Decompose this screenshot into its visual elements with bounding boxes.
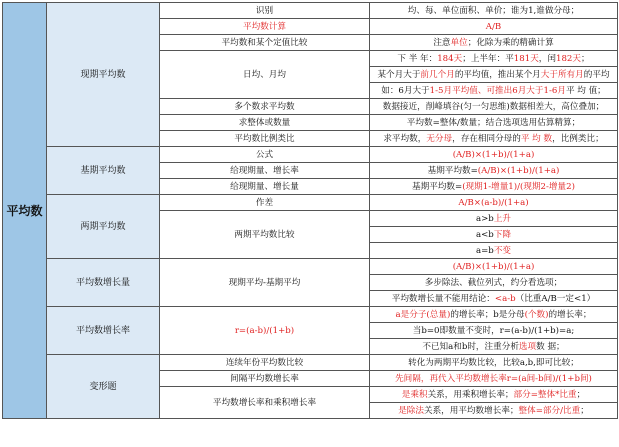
- r18-content: [370, 275, 618, 291]
- text-segment: 整体=部分/比重: [518, 405, 581, 416]
- text-segment: 单位: [450, 37, 468, 48]
- text-segment: （比重A/B一定<1）: [515, 293, 596, 304]
- text-segment: 某个月大于: [377, 69, 421, 80]
- summary-table: [2, 2, 618, 419]
- text-segment: (现期1-增量1)/(现期2-增量2): [462, 181, 575, 192]
- r1-content: [370, 3, 618, 19]
- text-segment: 前几个月: [420, 69, 455, 80]
- r8-label: 求整体或数量: [160, 115, 370, 131]
- r20-label: r=(a-b)/(1+b): [160, 307, 370, 355]
- r17-content: [370, 259, 618, 275]
- text-segment: 当b=0即数量不变时，r=(a-b)/(1+b)=a;: [412, 325, 575, 336]
- r7-label: 多个数求平均数: [160, 99, 370, 115]
- text-segment: 的平均: [583, 69, 610, 80]
- r26-content: [370, 403, 618, 419]
- r20-content: [370, 307, 618, 323]
- r21-content: [370, 323, 618, 339]
- r22-content: [370, 339, 618, 355]
- text-segment: 的增长率；b是分母: [450, 309, 525, 320]
- r19-content: [370, 291, 618, 307]
- r12-label: 给现期量、增长量: [160, 179, 370, 195]
- section-current: 现期平均数: [47, 3, 160, 147]
- text-segment: 关系，用乘积增长率；: [427, 389, 514, 400]
- text-segment: a=b: [475, 245, 494, 256]
- r5-content: [370, 67, 618, 83]
- text-segment: ；: [580, 405, 589, 416]
- text-segment: 184天: [437, 53, 463, 64]
- text-segment: ；化除为乘的精确计算: [467, 37, 554, 48]
- text-segment: a>b: [475, 213, 494, 224]
- text-segment: 平均数增长量不能用结论：: [391, 293, 495, 304]
- r8-content: [370, 115, 618, 131]
- r23-content: [370, 355, 618, 371]
- text-segment: (A/B)×(1+b)/(1+a): [477, 165, 560, 176]
- section-growth: 平均数增长量: [47, 259, 160, 307]
- text-segment: 均、每、单位面积、单价；谁为1,谁做分母；: [407, 5, 580, 16]
- r14-label: 两期平均数比较: [160, 211, 370, 259]
- text-segment: 1-5月平均值、可推出6月大于1-6月: [429, 85, 566, 96]
- text-segment: 的平均值，推出某个月: [454, 69, 541, 80]
- main-title-cell: 平均数: [3, 3, 47, 419]
- text-segment: 不已知a和b时，注重分析: [422, 341, 519, 352]
- text-segment: 181天: [513, 53, 539, 64]
- text-segment: 求平均数，: [383, 133, 427, 144]
- r13-content: [370, 195, 618, 211]
- r9-label: 平均数比例类比: [160, 131, 370, 147]
- r14-content: [370, 211, 618, 227]
- r1-label: 识别: [160, 3, 370, 19]
- text-segment: 先间隔，再代入平均数增长率r=(a间-b间)/(1+b间): [395, 373, 592, 384]
- text-segment: 基期平均数=: [412, 181, 463, 192]
- r11-label: 给现期量、增长率: [160, 163, 370, 179]
- text-segment: ；: [581, 53, 590, 64]
- text-segment: 不变: [493, 245, 512, 256]
- text-segment: <a-b: [494, 293, 516, 304]
- text-segment: 平 均 值；: [565, 85, 606, 96]
- section-two: 两期平均数: [47, 195, 160, 259]
- text-segment: 下 半 年：: [397, 53, 438, 64]
- r3-content: [370, 35, 618, 51]
- text-segment: 部分=整体*比重: [513, 389, 577, 400]
- text-segment: 转化为两期平均数比较，比较a,b,即可比较；: [408, 357, 579, 368]
- text-segment: 选项: [518, 341, 537, 352]
- r2-label: 平均数计算: [160, 19, 370, 35]
- r4-label: 日均、月均: [160, 51, 370, 99]
- text-segment: 数 据；: [536, 341, 565, 352]
- text-segment: 下降: [493, 229, 512, 240]
- text-segment: ；: [576, 389, 586, 400]
- text-segment: 182天: [556, 53, 581, 64]
- text-segment: 平 均 数: [520, 133, 553, 144]
- text-segment: 如：6月大于: [381, 85, 430, 96]
- r24-label: 间隔平均数增长率: [160, 371, 370, 387]
- r3-label: 平均数和某个定值比较: [160, 35, 370, 51]
- text-segment: 关系，用平均数增长率；: [423, 405, 519, 416]
- r7-content: [370, 99, 618, 115]
- text-segment: (A/B)×(1+b)/(1+a): [452, 261, 535, 272]
- r2-content: [370, 19, 618, 35]
- text-segment: 数据接近，削峰填谷(匀一匀思维)数据相差大，高位叠加；: [382, 101, 605, 112]
- text-segment: (个数): [524, 309, 549, 320]
- r25-label: 平均数增长率和乘积增长率: [160, 387, 370, 419]
- text-segment: (A/B)×(1+b)/(1+a): [452, 149, 535, 160]
- section-rate: 平均数增长率: [47, 307, 160, 355]
- r16-content: [370, 243, 618, 259]
- text-segment: 平均数=整体/数量；结合选项选用估算精算；: [406, 117, 581, 128]
- text-segment: ；上半年：平: [462, 53, 514, 64]
- r10-label: 公式: [160, 147, 370, 163]
- text-segment: 是乘积: [401, 389, 428, 400]
- r23-label: 连续年份平均数比较: [160, 355, 370, 371]
- r4-content: [370, 51, 618, 67]
- r24-content: [370, 371, 618, 387]
- r13-label: 作差: [160, 195, 370, 211]
- r6-content: [370, 83, 618, 99]
- text-segment: 无分母: [426, 133, 453, 144]
- text-segment: ，比例类比；: [552, 133, 604, 144]
- r9-content: [370, 131, 618, 147]
- text-segment: a是分子(总量): [395, 309, 451, 320]
- r17-label: 现期平均-基期平均: [160, 259, 370, 307]
- text-segment: A/B: [485, 21, 502, 32]
- text-segment: 基期平均数=: [427, 165, 478, 176]
- text-segment: 的增长率；: [548, 309, 592, 320]
- r12-content: [370, 179, 618, 195]
- text-segment: 是除法: [398, 405, 424, 416]
- text-segment: 大于所有月: [540, 69, 584, 80]
- r11-content: [370, 163, 618, 179]
- r25-content: [370, 387, 618, 403]
- r10-content: [370, 147, 618, 163]
- section-variant: 变形题: [47, 355, 160, 419]
- r15-content: [370, 227, 618, 243]
- text-segment: A/B×(a-b)/(1+a): [458, 197, 529, 208]
- text-segment: ，闰: [538, 53, 556, 64]
- text-segment: 多步除法、截位列式，约分看选项；: [424, 277, 563, 288]
- text-segment: a<b: [475, 229, 494, 240]
- text-segment: 注意: [433, 37, 451, 48]
- text-segment: 上升: [493, 213, 512, 224]
- text-segment: ，存在相同分母的: [452, 133, 521, 144]
- section-base: 基期平均数: [47, 147, 160, 195]
